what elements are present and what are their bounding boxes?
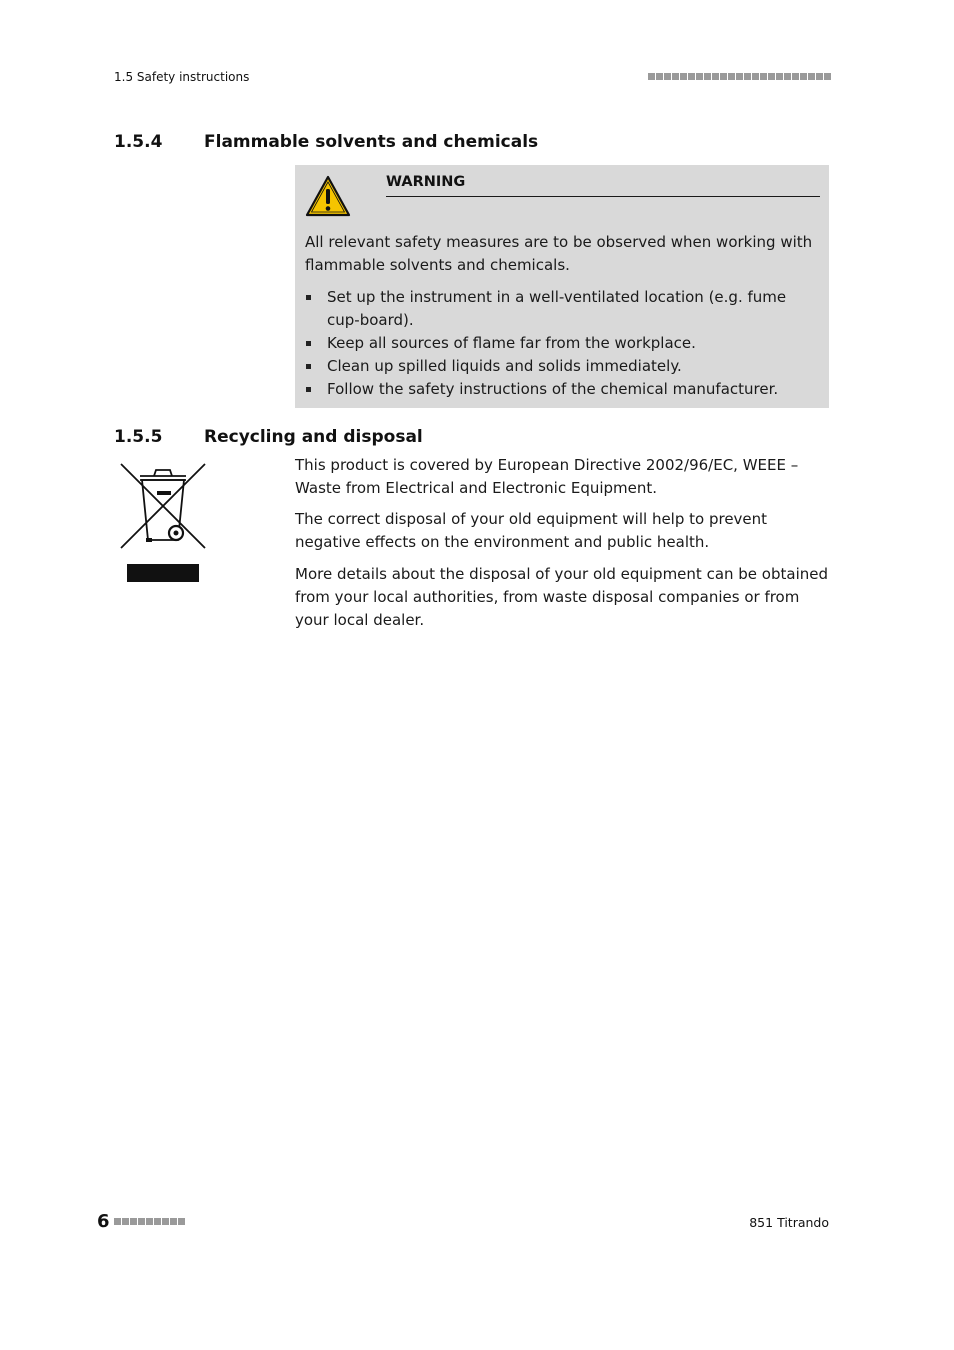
decor-square: [170, 1218, 177, 1225]
section-title: Flammable solvents and chemicals: [204, 132, 539, 152]
list-item: Follow the safety instructions of the chemical manufacturer.: [305, 378, 815, 401]
decor-square: [178, 1218, 185, 1225]
decor-square: [736, 73, 743, 80]
section-title: Recycling and disposal: [204, 427, 423, 447]
crossed-out-wheelie-bin-icon: [118, 460, 208, 584]
decor-square: [696, 73, 703, 80]
decor-square: [808, 73, 815, 80]
decor-square: [138, 1218, 145, 1225]
paragraph: More details about the disposal of your old equipment can be obtained from your local authorities, from waste disposal companies or from your local dealer.: [295, 565, 828, 629]
decor-square: [744, 73, 751, 80]
warning-divider: [386, 196, 820, 197]
decor-square: [720, 73, 727, 80]
decor-square: [704, 73, 711, 80]
footer-decor-squares: [114, 1218, 185, 1225]
section-heading-flammable: [114, 132, 538, 152]
decor-square: [784, 73, 791, 80]
warning-label: WARNING: [386, 174, 466, 190]
decor-square: [162, 1218, 169, 1225]
decor-square: [760, 73, 767, 80]
header-decor-squares: [648, 73, 831, 80]
list-item: Clean up spilled liquids and solids immediately.: [305, 355, 815, 378]
decor-square: [648, 73, 655, 80]
decor-square: [792, 73, 799, 80]
decor-square: [130, 1218, 137, 1225]
decor-square: [664, 73, 671, 80]
decor-square: [776, 73, 783, 80]
list-item: Set up the instrument in a well-ventilated location (e.g. fume cup-board).: [305, 286, 815, 332]
page-number: 6: [97, 1211, 110, 1232]
section-heading-recycling: [114, 427, 423, 447]
section-number: 1.5.4: [114, 132, 163, 152]
decor-square: [752, 73, 759, 80]
decor-square: [122, 1218, 129, 1225]
decor-square: [768, 73, 775, 80]
decor-square: [728, 73, 735, 80]
decor-square: [816, 73, 823, 80]
decor-square: [712, 73, 719, 80]
decor-square: [824, 73, 831, 80]
paragraph: The correct disposal of your old equipment will help to prevent negative effects on the environment and public health.: [295, 510, 768, 551]
list-item: Keep all sources of flame far from the workplace.: [305, 332, 815, 355]
decor-square: [688, 73, 695, 80]
decor-square: [154, 1218, 161, 1225]
decor-square: [672, 73, 679, 80]
paragraph: This product is covered by European Directive 2002/96/EC, WEEE – Waste from Electrical and Electronic Equipment.: [295, 456, 799, 497]
decor-square: [146, 1218, 153, 1225]
warning-intro-text: All relevant safety measures are to be observed when working with flammable solvents and chemicals.: [305, 233, 813, 274]
decor-square: [656, 73, 663, 80]
footer-product-name: 851 Titrando: [749, 1215, 829, 1230]
decor-square: [800, 73, 807, 80]
warning-bullet-list: [305, 286, 815, 401]
warning-box: [295, 165, 829, 408]
decor-square: [114, 1218, 121, 1225]
decor-square: [680, 73, 687, 80]
running-header: 1.5 Safety instructions: [114, 70, 250, 84]
warning-triangle-icon: [305, 175, 351, 217]
section-number: 1.5.5: [114, 427, 163, 447]
